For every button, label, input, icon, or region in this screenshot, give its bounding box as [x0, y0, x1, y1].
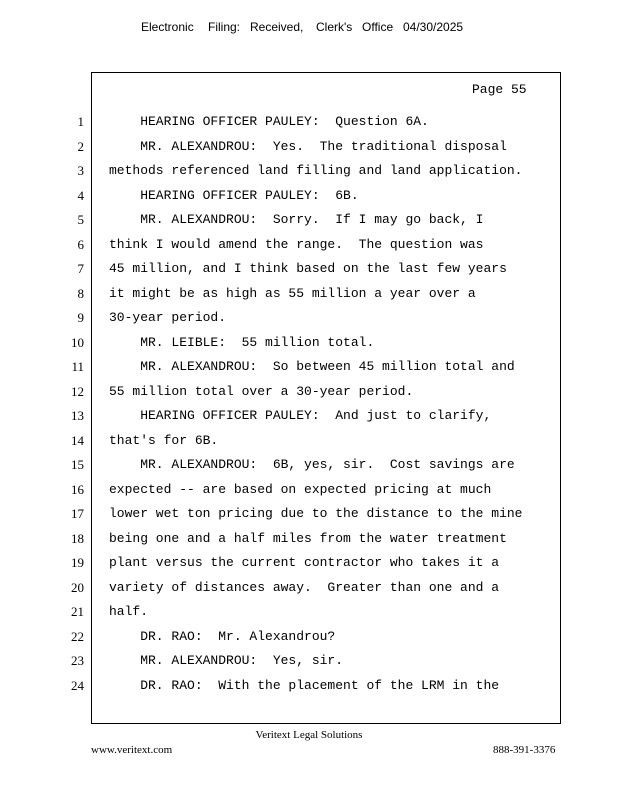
line-number: 7	[77, 261, 84, 276]
footer-website: www.veritext.com	[91, 744, 173, 756]
line-number: 13	[71, 408, 84, 423]
transcript-line: MR. ALEXANDROU: 6B, yes, sir. Cost savings are	[109, 457, 515, 472]
transcript-line: HEARING OFFICER PAULEY: 6B.	[109, 187, 359, 203]
transcript-line: being one and a half miles from the water treatment	[109, 530, 507, 546]
transcript-line: MR. ALEXANDROU: Yes, sir.	[109, 653, 344, 668]
header-word: Clerk's	[316, 20, 353, 34]
transcript-line: methods referenced land filling and land application.	[109, 163, 523, 178]
transcript-line: HEARING OFFICER PAULEY: And just to clarify,	[109, 408, 492, 423]
transcript-line: it might be as high as 55 million a year over a	[109, 285, 476, 301]
header-word: 04/30/2025	[403, 20, 464, 34]
line-number: 2	[77, 138, 84, 154]
line-number: 12	[71, 383, 84, 399]
line-number: 22	[71, 628, 84, 644]
transcript-line: 55 million total over a 30-year period.	[109, 383, 414, 399]
transcript-line: that's for 6B.	[109, 432, 219, 448]
line-number: 8	[77, 285, 84, 301]
transcript-line: 45 million, and I think based on the last few years	[109, 261, 507, 276]
line-number: 4	[77, 187, 84, 203]
line-number: 11	[71, 359, 84, 374]
transcript-line: half.	[109, 604, 149, 619]
transcript-line: variety of distances away. Greater than one and a	[109, 579, 500, 595]
footer-phone: 888-391-3376	[493, 744, 556, 756]
line-number: 19	[71, 555, 84, 570]
transcript-line: DR. RAO: With the placement of the LRM in the	[109, 677, 500, 693]
page-number: Page 55	[472, 82, 527, 97]
transcript-line: MR. ALEXANDROU: So between 45 million total and	[109, 359, 515, 374]
line-number: 5	[77, 212, 84, 227]
transcript-line: HEARING OFFICER PAULEY: Question 6A.	[109, 114, 429, 129]
transcript-line: 30-year period.	[109, 310, 227, 325]
line-number: 10	[71, 334, 84, 350]
line-number: 15	[71, 457, 84, 472]
transcript-line: MR. LEIBLE: 55 million total.	[109, 334, 375, 350]
line-number: 14	[71, 432, 84, 448]
header-word: Electronic	[141, 20, 194, 34]
footer-company: Veritext Legal Solutions	[255, 729, 363, 741]
line-number: 9	[77, 310, 84, 325]
line-number: 18	[71, 530, 84, 546]
line-number: 17	[71, 506, 84, 521]
transcript-line: DR. RAO: Mr. Alexandrou?	[109, 628, 336, 644]
line-number: 16	[71, 481, 84, 497]
line-number: 6	[77, 236, 84, 252]
transcript-line: expected -- are based on expected pricing at much	[109, 481, 492, 497]
line-number: 23	[71, 653, 84, 668]
line-number: 1	[77, 114, 84, 129]
header-word: Office	[362, 20, 394, 34]
header-word: Received,	[250, 20, 304, 34]
line-number-column	[60, 112, 84, 700]
line-number: 3	[77, 163, 84, 178]
transcript-line: MR. ALEXANDROU: Yes. The traditional disposal	[109, 138, 507, 154]
transcript-line: think I would amend the range. The question was	[109, 236, 484, 252]
transcript-line: lower wet ton pricing due to the distance to the mine	[109, 506, 523, 521]
transcript-text	[109, 112, 554, 700]
line-number: 21	[71, 604, 84, 619]
line-number: 24	[71, 677, 84, 693]
header-word: Filing:	[208, 20, 241, 34]
transcript-line: MR. ALEXANDROU: Sorry. If I may go back, I	[109, 212, 484, 227]
line-number: 20	[71, 579, 84, 595]
transcript-line: plant versus the current contractor who takes it a	[109, 555, 500, 570]
